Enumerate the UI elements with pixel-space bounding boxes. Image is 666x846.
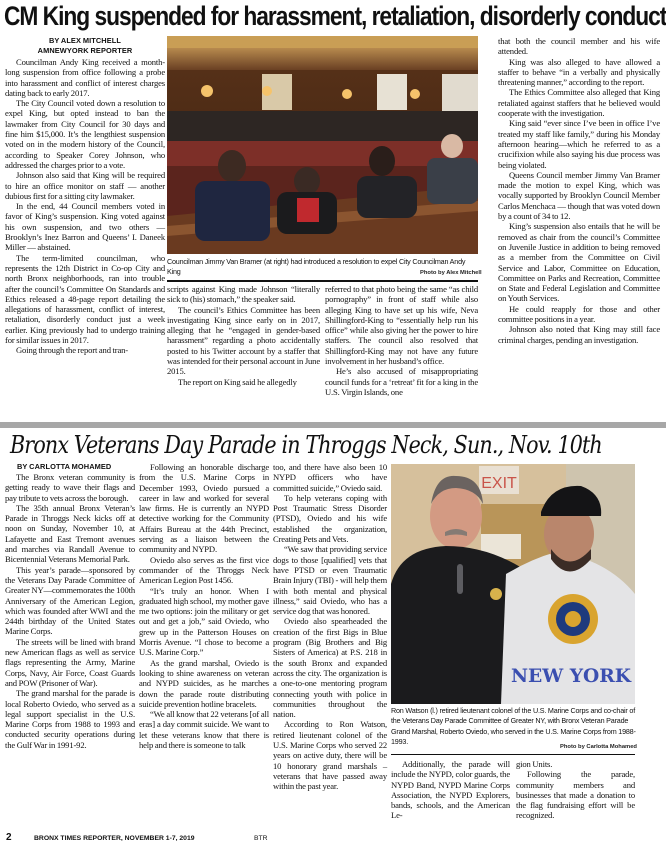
council-chamber-image: [167, 36, 478, 254]
shirt-text: NEW YORK: [511, 665, 633, 687]
paragraph: According to Ron Watson, retired lieutenant colonel of the U.S. Marine Corps who served 22 years on active duty, there will be 10 honorary grand marshals – veterans that have passed away within the past year.: [273, 719, 387, 792]
paragraph: The council’s Ethics Committee has been investigating King since early on in 2017, alleging that he “engaged in gender-based harassment” regarding a photo accidentally posted to his Twitter account by a staffer that was intended for their personal account in June 2015.: [167, 304, 320, 377]
section-divider: [0, 422, 666, 428]
paragraph: Oviedo also spearheaded the creation of the first Bigs in Blue program (Big Brothers and Big Sisters of America) at P.S. 218 in the south Bronx and expanded across the city. The organization is a one-to-one mentoring program connecting youth with police in communities throughout the nation.: [273, 616, 387, 720]
paragraph: The 35th annual Bronx Veteran’s Parade in Throggs Neck kicks off at noon on Sunday, November 10, at Lafayette and East Tremont avenues and marches via Randall Avenue to Bicentennial Veterans Memorial Park.: [5, 502, 135, 565]
story1-column-4: [498, 36, 660, 345]
paragraph: Following an honorable discharge from the U.S. Marine Corps in December 1993, Oviedo pursued a career in law and worked for several law firms. He is currently an NYPD detective working for the Community Affairs Bureau at the 44th Precinct, serving as a liaison between the community and NYPD.: [139, 462, 269, 555]
story2-column-5: [516, 759, 635, 821]
paragraph: Going through the report and tran-: [16, 345, 129, 356]
paragraph: Councilman Andy King received a month-long suspension from office following a probe into harassment and conflict of interest charges dating back to early 2017.: [5, 57, 165, 98]
paragraph: The streets will be lined with brand new American flags as well as service flags representing the Army, Marine Corps, Navy, Air Force, Coast Guards and POW (Prisoner of War).: [5, 636, 135, 688]
paragraph: referred to that photo being the same “as child pornography” in front of staff while also alleging King to have set up his wife, Neva Shillingford-King to “essentially help run his office” while also giving her the power to hire staffers. The council also resolved that Shillingford-King may not have any future involvement in her husband’s office.: [325, 284, 478, 367]
paragraph: The City Council voted down a resolution to expel King, but opted instead to ban the lawmaker from City Council for 30 days and fine him $15,000. It’s the lengthiest suspension voted on in the modern history of the Council, according to Speaker Corey Johnson, who addressed the charges prior to a vote.: [5, 98, 165, 170]
publication-footer: BRONX TIMES REPORTER, NOVEMBER 1-7, 2019: [34, 835, 195, 842]
story2-column-1: [5, 462, 135, 750]
paragraph: Johnson also noted that King may still face criminal charges, pending an investigation.: [498, 324, 660, 345]
paragraph: In the end, 44 Council members voted in favor of King’s suspension. King voted against his own suspension, and two others — Brooklyn’s Inez Barron and Queens’ I. Daneek Miller — abstained.: [5, 201, 165, 253]
paragraph: As the grand marshal, Oviedo is looking to shine awareness on veteran and NYPD suicides, as he marches down the parade route distributing suicide prevention hotline bracelets.: [139, 657, 269, 709]
paragraph: King said “ever since I’ve been in office I’ve treated my staff like family,” during his Monday afternoon hearing—which he referred to as a crucifixion while also saying his due process was being violated.: [498, 118, 660, 170]
story2-photo-rule: [391, 754, 635, 755]
paragraph: King’s suspension also entails that he will be removed as chair from the council’s Committee on Juvenile Justice in addition to being removed as a member from the Committee on Civil Service and Labor, Committee on Education, Committee on Parks and Recreation, Committee on State and Federal Legislation and Committee on Youth Services.: [498, 221, 660, 304]
story2-photo-caption: Ron Watson (l.) retired lieutenant colonel of the U.S. Marine Corps and co-chair of the Veterans Day Parade Committee of Greater NY, with Bronx Veteran Parade Grand Marshal, Roberto Oviedo, who served in the U.S. Marine Corps from 1988-1993.: [391, 706, 636, 746]
paragraph: Additionally, the parade will include the NYPD, color guards, the NYPD Band, NYPD Marine Corps Association, the NYPD Explorers, bands, schools, and the American Le-: [391, 759, 510, 821]
story2-column-4: [391, 759, 510, 821]
paragraph: This year’s parade—sponsored by the Veterans Day Parade Committee of Greater NY—commemorates the 100th Anniversary of the American Legion, which was founded after WWI and the 244th birthday of the United States Marine Corps.: [5, 564, 135, 637]
paragraph: too, and there have also been 10 NYPD officers who have committed suicide,” Oviedo said.: [273, 462, 387, 493]
story1-photo-rule: [167, 280, 478, 282]
paragraph: Queens Council member Jimmy Van Bramer made the motion to expel King, which was vocally supported by Brooklyn Council Member Carlos Menchaca — though that was voted down by a count of 34 to 12.: [498, 169, 660, 222]
story2-headline: Bronx Veterans Day Parade in Throggs Neck, Sun., Nov. 10th: [10, 431, 602, 459]
page-number: 2: [6, 832, 12, 843]
paragraph: Following the parade, community members and businesses that made a donation to the flag fundraising effort will be recognized.: [516, 769, 635, 821]
paragraph: “It’s truly an honor. When I graduated high school, my mother gave me two options: join the military or get out and get a job,” said Oviedo, who grew up in the Patterson Houses on Morris Avenue. “I chose to become a U.S. Marine Corp.”: [139, 585, 269, 658]
story2-byline: BY CARLOTTA MOHAMED: [17, 462, 112, 471]
veterans-photo: [391, 464, 635, 704]
story1-byline-org: AMNEWYORK REPORTER: [37, 46, 133, 55]
council-chamber-photo: [167, 36, 478, 254]
veterans-image: [391, 464, 635, 704]
paragraph: The report on King said he allegedly: [178, 376, 297, 387]
story1-photo-caption: Councilman Jimmy Van Bramer (at right) had introduced a resolution to expel City Councilman Andy King: [167, 257, 466, 277]
exit-sign-text: EXIT: [481, 475, 517, 492]
paragraph: gion Units.: [516, 759, 553, 769]
paragraph: King was also alleged to have allowed a staffer to behave “in a verbally and physically threatening manner,” according to the report.: [498, 56, 660, 88]
story1-headline: CM King suspended for harassment, retaliation, disorderly conduct: [4, 1, 666, 31]
paragraph: “We saw that providing service dogs to those [qualified] vets that have PTSD or even Traumatic Brain Injury (TBI) - will help them with both mental and physical illness,” said Oviedo, who has a service dog that was honored.: [273, 544, 387, 617]
paragraph: To help veterans coping with Post Traumatic Stress Disorder (PTSD), Oviedo and his wife established the organization, Creating Pets and Vets.: [273, 492, 387, 545]
paragraph: that both the council member and his wife attended.: [498, 36, 660, 57]
story2-photo-credit: Photo by Carlotta Mohamed: [560, 744, 637, 750]
paragraph: “We all know that 22 veterans [of all eras] a day commit suicide. We want to let these veterans know that there is help and there is someone to talk: [139, 709, 269, 751]
paragraph: scripts against King made Johnson “literally sick to (his) stomach,” the speaker said.: [167, 284, 320, 305]
story1-photo-credit: Photo by Alex Mitchell: [420, 270, 482, 276]
story2-column-2: [139, 462, 269, 750]
paragraph: Johnson also said that King will be required to hire an office monitor on staff — another dubious first for a sitting city lawmaker.: [5, 170, 165, 201]
paragraph: The grand marshal for the parade is local Roberto Oviedo, who served as a legal support specialist in the U.S. Marine Corps from 1988 to 1993 and conducted security operations during the Gulf War in 1991-92.: [5, 688, 135, 750]
paragraph: He’s also accused of misappropriating council funds for a ‘retreat’ fit for a king in the U.S. Virgin Islands, one: [325, 366, 478, 397]
story1-column-2: [167, 284, 320, 387]
story1-column-3: [325, 284, 478, 397]
section-footer: BTR: [254, 835, 268, 842]
paragraph: The Ethics Committee also alleged that King retaliated against staffers that he believed would cooperate with the investigation.: [498, 87, 660, 119]
paragraph: He could reapply for those and other committee positions in a year.: [498, 303, 660, 325]
paragraph: The term-limited councilman, who represents the 12th District in Co-op City and north Bronx neighborhoods, ran into trouble after the council’s Committee On Standards and Ethics released a 48-page report detailing the allegations of harassment, conflict of interest, retaliation, disorderly conduct just a week earlier. King previously had to undergo training for similar issues in 2017.: [5, 252, 165, 346]
story1-byline-name: BY ALEX MITCHELL: [48, 36, 122, 45]
story2-column-3: [273, 462, 387, 792]
story1-column-1: [5, 36, 165, 356]
paragraph: The Bronx veteran community is getting ready to wave their flags and pay tribute to vets across the borough.: [5, 472, 135, 503]
paragraph: Oviedo also serves as the first vice commander of the Throggs Neck American Legion Post 1456.: [139, 554, 269, 586]
